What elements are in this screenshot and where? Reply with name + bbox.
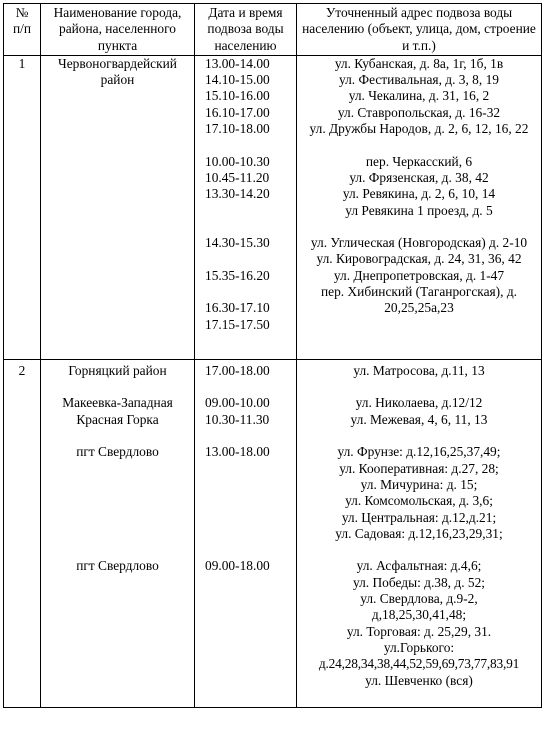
time-slot: 17.00-18.00 — [205, 362, 270, 378]
address-line: ул. Торговая: д. 25,29, 31. — [346, 623, 492, 639]
time-slot: 13.00-18.00 — [205, 444, 270, 460]
address-line: ул. Фестивальная, д. 3, 8, 19 — [339, 72, 499, 88]
address-line: ул. Кировоградская, д. 24, 31, 36, 42 — [316, 251, 522, 267]
address-line: ул. Межевая, 4, 6, 11, 13 — [350, 411, 488, 427]
place-name: Макеевка-Западная — [62, 395, 173, 411]
place-name: Красная Горка — [76, 411, 159, 427]
address-line: ул. Ставропольская, д. 16-32 — [337, 104, 501, 120]
address-line: ул.Горького: — [383, 639, 455, 655]
header-address: Уточненный адрес подвоза воды населению (объект, улица, дом, строение и т.п.) — [297, 4, 542, 56]
address-line: ул. Матросова, д.11, 13 — [353, 362, 485, 378]
header-name: Наименование города, района, населенного пункта — [41, 4, 195, 56]
address-line: ул. Центральная: д.12,д.21; — [341, 509, 497, 525]
time-slot: 09.00-18.00 — [205, 558, 270, 574]
address-line: ул. Асфальтная: д.4,6; — [356, 558, 482, 574]
place-cell — [41, 359, 195, 707]
time-slot: 17.10-18.00 — [205, 121, 270, 137]
address-line: д.24,28,34,38,44,52,59,69,73,77,83,91 — [318, 656, 520, 672]
address-line: ул. Мичурина: д. 15; — [360, 476, 478, 492]
address-cell — [297, 55, 542, 359]
time-cell — [195, 55, 297, 359]
place-name: пгт Свердлово — [76, 558, 159, 574]
address-line: ул. Кооперативная: д.27, 28; — [339, 460, 499, 476]
time-slot: 15.10-16.00 — [205, 88, 270, 104]
address-line: ул. Шевченко (вся) — [365, 672, 473, 688]
time-slot: 13.30-14.20 — [205, 186, 270, 202]
time-slot: 16.30-17.10 — [205, 300, 270, 316]
row-number: 1 — [4, 55, 41, 359]
address-line: ул. Углическая (Новгородская) д. 2-10 — [310, 235, 528, 251]
address-line: ул. Фрязенская, д. 38, 42 — [349, 169, 489, 185]
address-line: пер. Хибинский (Таганрогская), д. 20,25,25а,23 — [320, 284, 517, 316]
header-time: Дата и время подвоза воды населению — [195, 4, 297, 56]
address-cell — [297, 359, 542, 707]
place-name: Червоногвардейский район — [41, 55, 195, 359]
address-line: д,18,25,30,41,48; — [371, 607, 467, 623]
address-line: ул Ревякина 1 проезд, д. 5 — [345, 202, 493, 218]
time-slot: 10.45-11.20 — [205, 169, 270, 185]
header-num: № п/п — [4, 4, 41, 56]
address-line: ул. Днепропетровская, д. 1-47 — [333, 267, 505, 283]
address-line: ул. Фрунзе: д.12,16,25,37,49; — [337, 444, 501, 460]
time-slot: 14.30-15.30 — [205, 235, 270, 251]
table-row — [4, 359, 542, 707]
address-line: ул. Свердлова, д.9-2, — [360, 591, 478, 607]
address-line: ул. Дружбы Народов, д. 2, 6, 12, 16, 22 — [309, 121, 529, 137]
time-slot: 16.10-17.00 — [205, 104, 270, 120]
time-slot: 10.30-11.30 — [205, 411, 270, 427]
time-slot: 09.00-10.00 — [205, 395, 270, 411]
time-slot: 13.00-14.00 — [205, 55, 270, 71]
address-line: ул. Кубанская, д. 8а, 1г, 1б, 1в — [334, 55, 504, 71]
address-line: ул. Победы: д.38, д. 52; — [353, 574, 485, 590]
place-name: пгт Свердлово — [76, 444, 159, 460]
time-slot: 14.10-15.00 — [205, 72, 270, 88]
address-line: ул. Ревякина, д. 2, 6, 10, 14 — [342, 186, 496, 202]
table-header-row — [4, 4, 542, 56]
address-line: ул. Чекалина, д. 31, 16, 2 — [348, 88, 490, 104]
water-delivery-table — [3, 3, 542, 708]
address-line: пер. Черкасский, 6 — [365, 153, 473, 169]
time-cell — [195, 359, 297, 707]
row-number: 2 — [4, 359, 41, 707]
address-line: ул. Садовая: д.12,16,23,29,31; — [335, 525, 503, 541]
time-slot: 10.00-10.30 — [205, 153, 270, 169]
table-row — [4, 55, 542, 359]
place-name: Горняцкий район — [68, 362, 167, 378]
time-slot: 15.35-16.20 — [205, 267, 270, 283]
time-slot: 17.15-17.50 — [205, 316, 270, 332]
address-line: ул. Николаева, д.12/12 — [355, 395, 483, 411]
address-line: ул. Комсомольская, д. 3,6; — [345, 493, 493, 509]
